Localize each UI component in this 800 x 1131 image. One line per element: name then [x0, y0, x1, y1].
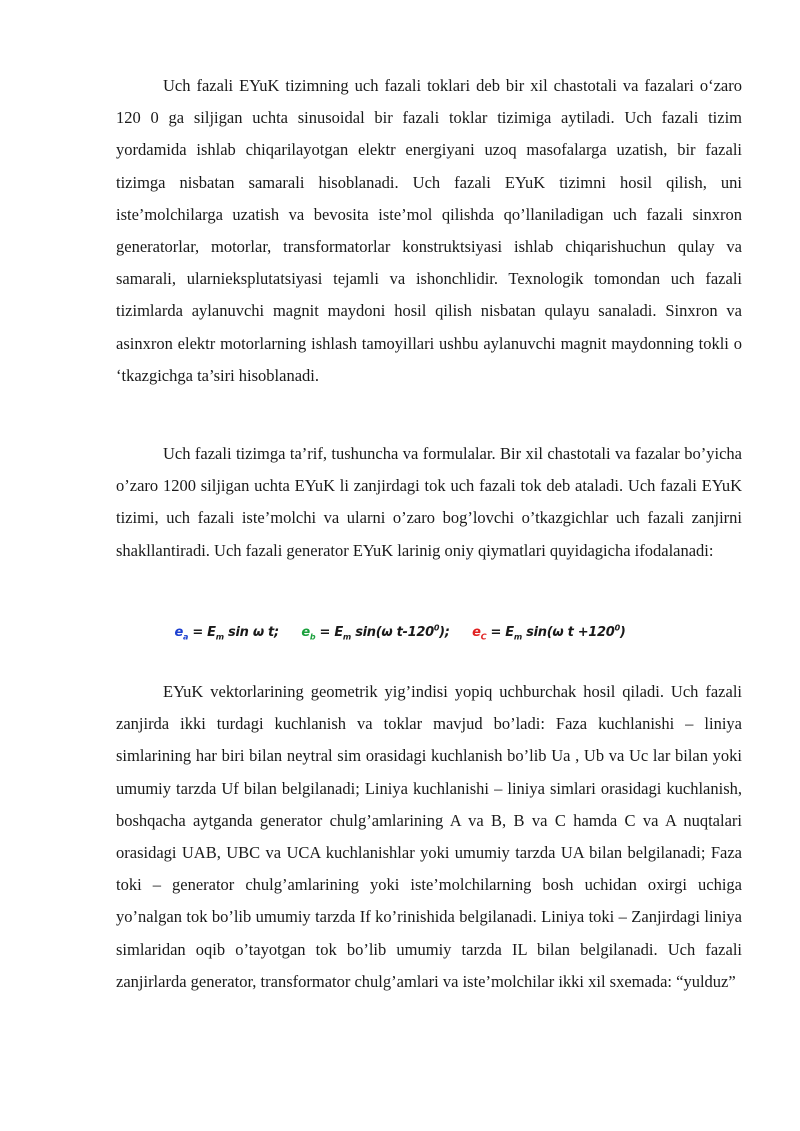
formula-ec-var: e [472, 625, 481, 641]
paragraph-intro: Uch fazali EYuK tizimning uch fazali toklari deb bir xil chastotali va fazalari o‘zaro 120 0 ga siljigan uchta sinusoidal bir fazali toklar tizimiga aytiladi. Uch fazali tizim yordamida ishlab chiqarilayotgan elektr energiyani uzoq masofalarga uzatish, bir fazali tizimga nisbatan samarali hisoblanadi. Uch fazali EYuK tizimni hosil qilish, uni iste’molchilarga uzatish va bevosita iste’mol qilishda qo’llaniladigan uch fazali sinxron generatorlar, motorlar, transformatorlar konstruktsiyasi ishlab chiqarishuchun qulay va samarali, ularnieksplutatsiyasi tejamli va ishonchlidir. Texnologik tomondan uch fazali tizimlarda aylanuvchi magnit maydoni hosil qilish nisbatan qulayu sanaladi. Sinxron va asinxron elektr motorlarning ishlash tamoyillari ushbu aylanuvchi magnit maydonning tokli o ‘tkazgichga ta’siri hisoblanadi. [116, 76, 742, 385]
formula-eb [301, 625, 449, 640]
formula-ea-var: e [174, 625, 184, 641]
formula-ea-em-sub: m [215, 632, 224, 642]
formula-ec-text-3: ) [619, 625, 626, 641]
emf-formula [0, 624, 800, 642]
formula-eb-text: = E [315, 625, 343, 641]
formula-ec [472, 625, 625, 640]
formula-eb-text-3: ); [439, 625, 450, 641]
formula-ec-text-2: sin(ω t +120 [521, 625, 615, 641]
formula-ec-text: = E [486, 625, 514, 641]
formula-ec-sub: C [480, 632, 487, 642]
formula-ea-sub: a [183, 632, 189, 642]
formula-ec-em-sub: m [513, 632, 522, 642]
formula-eb-text-2: sin(ω t-120 [350, 625, 434, 641]
formula-eb-em-sub: m [342, 632, 351, 642]
formula-eb-sup: 0 [433, 624, 440, 633]
formula-ea-text: = E [188, 625, 216, 641]
formula-eb-sub: b [309, 632, 316, 642]
formula-eb-var: e [301, 625, 310, 641]
formula-ea-text-2: sin ω t; [223, 625, 279, 641]
formula-ec-sup: 0 [614, 624, 620, 633]
paragraph-voltages: EYuK vektorlarining geometrik yig’indisi yopiq uchburchak hosil qiladi. Uch fazali zanjirda ikki turdagi kuchlanish va toklar mavjud bo’ladi: Faza kuchlanishi – liniya simlarining har biri bilan neytral sim orasidagi kuchlanish bo’lib Ua , Ub va Uc lar bilan yoki umumiy tarzda Uf bilan belgilanadi; Liniya kuchlanishi – liniya simlari orasidagi kuchlanish, boshqacha aytganda generator chulg’amlarining A va B, B va C hamda C va A nuqtalari orasidagi UAB, UBC va UCA kuchlanishlar yoki umumiy tarzda UA bilan belgilanadi; Faza toki – generator chulg’amlarining yoki iste’molchilarning bosh uchidan oxirgi uchiga yo’nalgan tok bo’lib umumiy tarzda If ko’rinishida belgilanadi. Liniya toki – Zanjirdagi liniya simlaridan oqib o’tayotgan tok bo’lib umumiy tarzda IL bilan belgilanadi. Uch fazali zanjirlarda generator, transformator chulg’amlari va iste’molchilar ikki xil sxemada: “yulduz” [116, 682, 742, 991]
formula-ea [175, 625, 279, 640]
paragraph-definition: Uch fazali tizimga ta’rif, tushuncha va formulalar. Bir xil chastotali va fazalar bo’yicha o’zaro 1200 siljigan uchta EYuK li zanjirdagi tok uch fazali tok deb ataladi. Uch fazali EYuK tizimi, uch fazali iste’molchi va ularni o’zaro bog’lovchi o’tkazgichlar uch fazali zanjirni shakllantiradi. Uch fazali generator EYuK larinig oniy qiymatlari quyidagicha ifodalanadi: [116, 444, 742, 560]
